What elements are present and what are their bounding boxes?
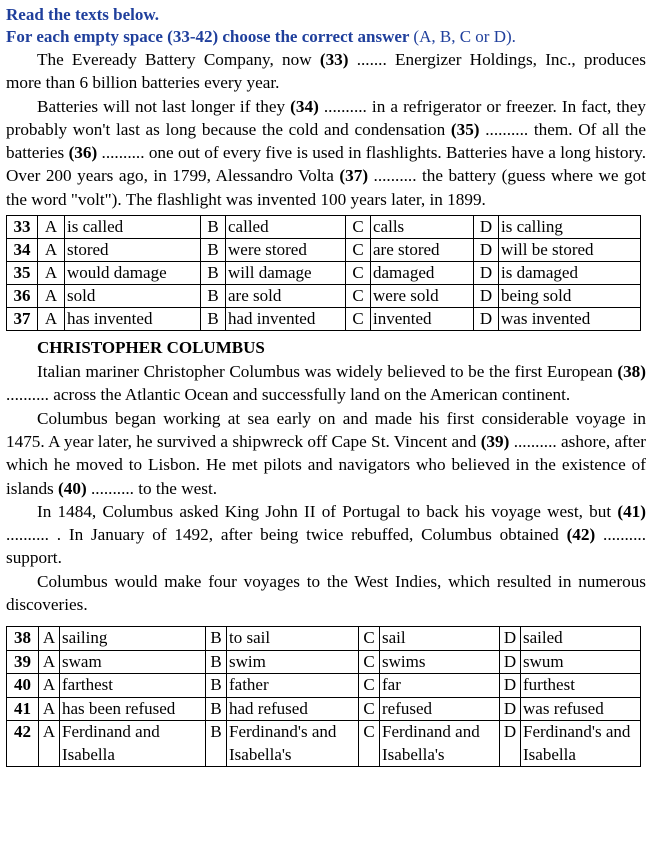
option-d-text[interactable]: Ferdinand's and Isabella (521, 721, 641, 767)
option-letter-b: B (206, 650, 227, 674)
text-run: .......... in a refrigerator or freezer. In fact, they probably won't last as long because the cold and condensation (6, 96, 646, 139)
blank-number: (36) (68, 143, 98, 163)
option-d-text[interactable]: was invented (499, 308, 641, 331)
option-b-text[interactable]: to sail (227, 627, 359, 651)
option-letter-c: C (346, 239, 371, 262)
question-number: 39 (7, 650, 39, 674)
option-letter-d: D (474, 216, 499, 239)
option-letter-b: B (201, 308, 226, 331)
passage2-paragraph-4 (6, 570, 646, 617)
option-b-text[interactable]: will damage (226, 262, 346, 285)
option-b-text[interactable]: swim (227, 650, 359, 674)
question-row-35 (7, 262, 641, 285)
question-number: 37 (7, 308, 38, 331)
option-d-text[interactable]: being sold (499, 285, 641, 308)
question-row-36 (7, 285, 641, 308)
passage1-paragraph-2 (6, 95, 646, 211)
blank-number: (41) (617, 501, 646, 521)
question-row-42 (7, 721, 641, 767)
question-number: 35 (7, 262, 38, 285)
text-run: .......... . In January of 1492, after being twice rebuffed, Columbus obtained (6, 525, 567, 545)
instruction-line-2: For each empty space (33-42) choose the correct answer (A, B, C or D). (6, 27, 516, 46)
text-run: .......... them. Of all the batteries (6, 119, 646, 163)
blank-number: (38) (617, 362, 646, 382)
blank-number: (40) (58, 478, 87, 498)
option-letter-d: D (500, 674, 521, 698)
option-d-text[interactable]: is damaged (499, 262, 641, 285)
instruction-line-1: Read the texts below. (6, 5, 159, 24)
text-run: .......... support. (6, 525, 646, 568)
option-letter-c: C (359, 627, 380, 651)
text-run: Italian mariner Christopher Columbus was widely believed to be the first European (37, 362, 618, 382)
option-a-text[interactable]: sailing (60, 627, 206, 651)
option-letter-d: D (474, 285, 499, 308)
blank-number: (34) (290, 96, 319, 116)
question-row-41 (7, 697, 641, 721)
option-letter-d: D (474, 308, 499, 331)
option-letter-b: B (201, 216, 226, 239)
option-a-text[interactable]: is called (65, 216, 201, 239)
text-run: .......... the battery (guess where we got the word "volt"). The flashlight was invented 100 years later, in 1899. (6, 166, 647, 209)
passage2-title: CHRISTOPHER COLUMBUS (37, 338, 265, 358)
option-b-text[interactable]: had refused (227, 697, 359, 721)
option-letter-d: D (474, 239, 499, 262)
option-c-text[interactable]: sail (380, 627, 500, 651)
text-run: .......... to the west. (86, 478, 218, 498)
question-number: 34 (7, 239, 38, 262)
worksheet-page (6, 4, 646, 767)
option-c-text[interactable]: calls (371, 216, 474, 239)
option-c-text[interactable]: far (380, 674, 500, 698)
question-row-37 (7, 308, 641, 331)
option-a-text[interactable]: has been refused (60, 697, 206, 721)
question-number: 41 (7, 697, 39, 721)
option-a-text[interactable]: swam (60, 650, 206, 674)
question-row-40 (7, 674, 641, 698)
answer-options-table-1 (6, 215, 641, 331)
passage1-paragraph-1 (6, 48, 646, 95)
option-a-text[interactable]: farthest (60, 674, 206, 698)
option-letter-a: A (39, 697, 60, 721)
option-letter-a: A (39, 650, 60, 674)
answer-options-table-2 (6, 626, 641, 767)
option-c-text[interactable]: refused (380, 697, 500, 721)
blank-number: (42) (566, 525, 596, 545)
option-letter-b: B (206, 697, 227, 721)
option-letter-c: C (359, 674, 380, 698)
text-run: In 1484, Columbus asked King John II of Portugal to back his voyage west, but (37, 501, 618, 521)
option-letter-a: A (38, 216, 65, 239)
option-c-text[interactable]: were sold (371, 285, 474, 308)
text-run: Batteries will not last longer if they (37, 96, 291, 116)
option-letter-b: B (201, 239, 226, 262)
option-letter-c: C (346, 262, 371, 285)
option-a-text[interactable]: stored (65, 239, 201, 262)
option-letter-a: A (38, 239, 65, 262)
text-run: Columbus would make four voyages to the West Indies, which resulted in numerous discoveries. (6, 571, 646, 615)
option-a-text[interactable]: Ferdinand and Isabella (60, 721, 206, 767)
option-letter-b: B (206, 627, 227, 651)
option-a-text[interactable]: has invented (65, 308, 201, 331)
option-letter-c: C (346, 216, 371, 239)
option-a-text[interactable]: sold (65, 285, 201, 308)
option-d-text[interactable]: furthest (521, 674, 641, 698)
passage2-paragraph-2 (6, 407, 646, 500)
question-number: 40 (7, 674, 39, 698)
option-letter-c: C (346, 285, 371, 308)
option-letter-c: C (359, 721, 380, 767)
option-letter-b: B (201, 262, 226, 285)
option-c-text[interactable]: Ferdinand and Isabella's (380, 721, 500, 767)
option-letter-d: D (474, 262, 499, 285)
option-b-text[interactable]: Ferdinand's and Isabella's (227, 721, 359, 767)
option-a-text[interactable]: would damage (65, 262, 201, 285)
option-letter-d: D (500, 650, 521, 674)
option-letter-c: C (359, 697, 380, 721)
question-row-34 (7, 239, 641, 262)
option-d-text[interactable]: is calling (499, 216, 641, 239)
option-letter-b: B (206, 721, 227, 767)
option-d-text[interactable]: sailed (521, 627, 641, 651)
option-b-text[interactable]: called (226, 216, 346, 239)
option-c-text[interactable]: are stored (371, 239, 474, 262)
option-b-text[interactable]: were stored (226, 239, 346, 262)
option-letter-c: C (346, 308, 371, 331)
question-number: 33 (7, 216, 38, 239)
option-b-text[interactable]: father (227, 674, 359, 698)
question-row-38 (7, 627, 641, 651)
text-run: .......... ashore, after which he moved to Lisbon. He met pilots and navigators who believed in the existence of islands (6, 431, 646, 498)
passage2-paragraph-1 (6, 360, 646, 407)
option-letter-a: A (39, 627, 60, 651)
text-run: .......... across the Atlantic Ocean and successfully land on the American continent. (6, 385, 571, 405)
text-run: .......... one out of every five is used in flashlights. Batteries have a long history. Over 200 years ago, in 1799, Alessandro Volta (6, 143, 647, 186)
option-c-text[interactable]: damaged (371, 262, 474, 285)
option-d-text[interactable]: swum (521, 650, 641, 674)
blank-number: (35) (450, 119, 480, 139)
blank-number: (33) (319, 50, 349, 69)
question-number: 38 (7, 627, 39, 651)
option-letter-b: B (201, 285, 226, 308)
option-letter-a: A (39, 674, 60, 698)
option-letter-a: A (39, 721, 60, 767)
option-c-text[interactable]: swims (380, 650, 500, 674)
option-letter-d: D (500, 697, 521, 721)
option-letter-d: D (500, 627, 521, 651)
option-b-text[interactable]: had invented (226, 308, 346, 331)
blank-number: (37) (339, 166, 369, 186)
text-run: The Eveready Battery Company, now (37, 50, 320, 69)
option-d-text[interactable]: will be stored (499, 239, 641, 262)
option-letter-a: A (38, 308, 65, 331)
option-letter-c: C (359, 650, 380, 674)
option-letter-d: D (500, 721, 521, 767)
option-c-text[interactable]: invented (371, 308, 474, 331)
option-d-text[interactable]: was refused (521, 697, 641, 721)
blank-number: (39) (480, 431, 510, 451)
question-row-33 (7, 216, 641, 239)
question-row-39 (7, 650, 641, 674)
question-number: 42 (7, 721, 39, 767)
option-letter-a: A (38, 262, 65, 285)
question-number: 36 (7, 285, 38, 308)
option-letter-b: B (206, 674, 227, 698)
passage2-paragraph-3 (6, 500, 646, 570)
option-letter-a: A (38, 285, 65, 308)
text-run: ....... Energizer Holdings, Inc., produces more than 6 billion batteries every year. (6, 50, 646, 93)
text-run: Columbus began working at sea early on and made his first considerable voyage in 1475. A year later, he survived a shipwreck off Cape St. Vincent and (6, 408, 646, 451)
option-b-text[interactable]: are sold (226, 285, 346, 308)
